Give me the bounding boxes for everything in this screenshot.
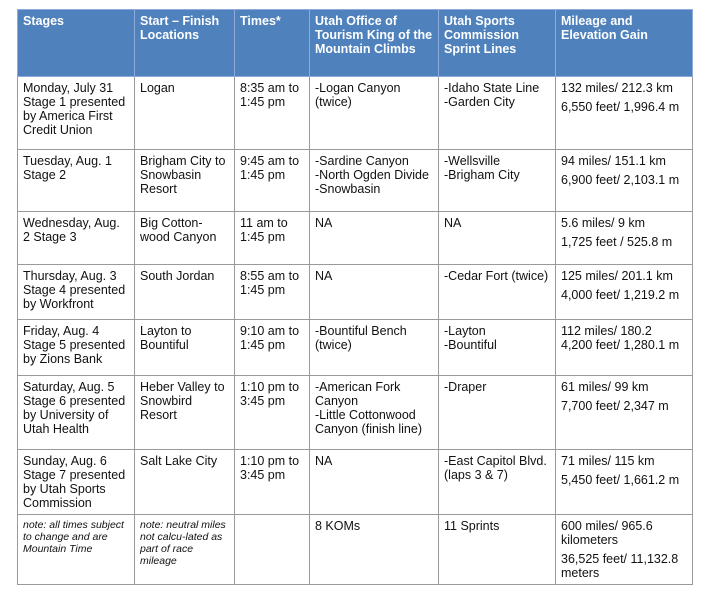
times-cell: 1:10 pm to 3:45 pm [235, 450, 310, 515]
stage-cell: Monday, July 31 Stage 1 presented by America First Credit Union [18, 77, 135, 150]
sprint-item: NA [444, 216, 462, 230]
sprint-item: -East Capitol Blvd. (laps 3 & 7) [444, 454, 547, 482]
table-row [18, 376, 693, 450]
times-cell: 11 am to 1:45 pm [235, 212, 310, 265]
header-row [18, 10, 693, 77]
location-cell: Heber Valley to Snowbird Resort [135, 376, 235, 450]
miles-value: 94 miles/ 151.1 km [561, 154, 666, 168]
location-cell: Logan [135, 77, 235, 150]
location-cell: Layton to Bountiful [135, 320, 235, 376]
miles-value: 112 miles/ 180.2 [561, 324, 652, 338]
note-times: note: all times subject to change and are Mountain Time [18, 515, 135, 585]
kom-item: -Logan Canyon (twice) [315, 81, 401, 109]
header-stages: Stages [18, 10, 135, 77]
kom-item: NA [315, 454, 333, 468]
stages-table [17, 9, 693, 585]
sprint-item: -Layton [444, 324, 486, 338]
elevation-value: 4,200 feet/ 1,280.1 m [561, 338, 680, 352]
elevation-value: 7,700 feet/ 2,347 m [561, 399, 669, 413]
location-cell: Salt Lake City [135, 450, 235, 515]
sprint-cell [439, 450, 556, 515]
table-row [18, 212, 693, 265]
sprint-item: -Idaho State Line [444, 81, 540, 95]
table-row [18, 320, 693, 376]
kom-cell [310, 77, 439, 150]
kom-item: NA [315, 269, 333, 283]
stages-table-wrapper [17, 9, 692, 585]
kom-cell [310, 376, 439, 450]
sprint-item: -Garden City [444, 95, 515, 109]
miles-value: 71 miles/ 115 km [561, 454, 655, 468]
sprint-item: -Cedar Fort (twice) [444, 269, 549, 283]
mileage-cell [556, 77, 693, 150]
kom-cell [310, 265, 439, 320]
sprint-cell [439, 320, 556, 376]
times-cell: 1:10 pm to 3:45 pm [235, 376, 310, 450]
sprint-cell [439, 212, 556, 265]
kom-item: -Sardine Canyon [315, 154, 409, 168]
kom-cell [310, 450, 439, 515]
stage-cell: Friday, Aug. 4 Stage 5 presented by Zions Bank [18, 320, 135, 376]
sprint-item: -Draper [444, 380, 487, 394]
sprint-cell [439, 376, 556, 450]
header-locations: Start – Finish Locations [135, 10, 235, 77]
kom-item: -North Ogden Divide [315, 168, 429, 182]
sprint-cell [439, 265, 556, 320]
times-cell: 8:55 am to 1:45 pm [235, 265, 310, 320]
kom-item: NA [315, 216, 333, 230]
mileage-cell [556, 265, 693, 320]
stage-cell: Saturday, Aug. 5 Stage 6 presented by University of Utah Health [18, 376, 135, 450]
miles-value: 61 miles/ 99 km [561, 380, 649, 394]
kom-cell [310, 150, 439, 212]
header-times: Times* [235, 10, 310, 77]
kom-item: -Little Cottonwood Canyon (finish line) [315, 408, 422, 436]
sprint-cell [439, 150, 556, 212]
table-row [18, 265, 693, 320]
mileage-total-cell [556, 515, 693, 585]
table-row [18, 77, 693, 150]
elevation-value: 1,725 feet / 525.8 m [561, 235, 673, 249]
kom-item: -American Fork Canyon [315, 380, 401, 408]
kom-total: 8 KOMs [310, 515, 439, 585]
elevation-value: 4,000 feet/ 1,219.2 m [561, 288, 680, 302]
mileage-cell [556, 150, 693, 212]
miles-value: 132 miles/ 212.3 km [561, 81, 673, 95]
times-cell: 8:35 am to 1:45 pm [235, 77, 310, 150]
header-mileage: Mileage and Elevation Gain [556, 10, 693, 77]
miles-value: 5.6 miles/ 9 km [561, 216, 646, 230]
location-cell: South Jordan [135, 265, 235, 320]
mileage-cell [556, 376, 693, 450]
elevation-value: 6,900 feet/ 2,103.1 m [561, 173, 680, 187]
note-miles: note: neutral miles not calcu-lated as part of race mileage [135, 515, 235, 585]
sprint-cell [439, 77, 556, 150]
sprint-item: -Brigham City [444, 168, 520, 182]
summary-row [18, 515, 693, 585]
header-sprint: Utah Sports Commission Sprint Lines [439, 10, 556, 77]
stage-cell: Tuesday, Aug. 1 Stage 2 [18, 150, 135, 212]
stage-cell: Thursday, Aug. 3 Stage 4 presented by Workfront [18, 265, 135, 320]
sprint-total: 11 Sprints [439, 515, 556, 585]
kom-item: -Bountiful Bench (twice) [315, 324, 407, 352]
miles-value: 125 miles/ 201.1 km [561, 269, 673, 283]
empty-cell [235, 515, 310, 585]
sprint-item: -Wellsville [444, 154, 501, 168]
table-row [18, 150, 693, 212]
times-cell: 9:10 am to 1:45 pm [235, 320, 310, 376]
stage-cell: Sunday, Aug. 6 Stage 7 presented by Utah Sports Commission [18, 450, 135, 515]
elevation-value: 6,550 feet/ 1,996.4 m [561, 100, 680, 114]
sprint-item: -Bountiful [444, 338, 497, 352]
total-miles: 600 miles/ 965.6 kilometers [561, 519, 653, 547]
kom-cell [310, 212, 439, 265]
times-cell: 9:45 am to 1:45 pm [235, 150, 310, 212]
mileage-cell [556, 450, 693, 515]
table-row [18, 450, 693, 515]
kom-cell [310, 320, 439, 376]
elevation-value: 5,450 feet/ 1,661.2 m [561, 473, 680, 487]
location-cell: Brigham City to Snowbasin Resort [135, 150, 235, 212]
total-elevation: 36,525 feet/ 11,132.8 meters [561, 552, 679, 580]
kom-item: -Snowbasin [315, 182, 381, 196]
mileage-cell [556, 320, 693, 376]
header-kom: Utah Office of Tourism King of the Mountain Climbs [310, 10, 439, 77]
mileage-cell [556, 212, 693, 265]
location-cell: Big Cotton-wood Canyon [135, 212, 235, 265]
stage-cell: Wednesday, Aug. 2 Stage 3 [18, 212, 135, 265]
